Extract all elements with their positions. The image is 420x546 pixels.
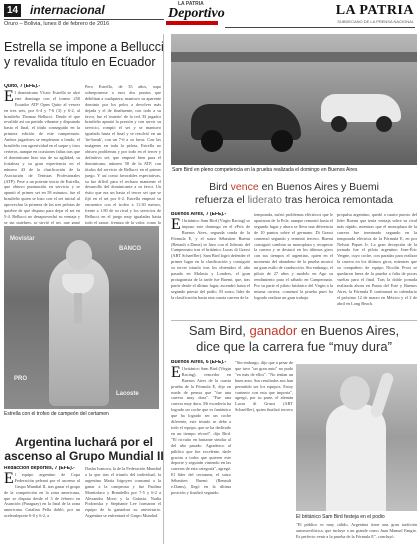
headline-highlight: ganador bbox=[249, 323, 298, 338]
masthead-logo: LA PATRIA bbox=[335, 3, 414, 18]
trackside-banner bbox=[171, 52, 417, 62]
ganador-byline: Buenos Aires, 6 (EFE).- bbox=[171, 360, 227, 365]
ganador-dropcap: E bbox=[171, 363, 181, 381]
driver-raised-arm bbox=[369, 371, 395, 418]
estrella-col-1 bbox=[4, 84, 80, 224]
header-rule-right bbox=[225, 27, 415, 28]
estrella-text-1: l dominicano Víctor Estrella se alzó este domingo con el torneo 250 Ecuador ATP Open Quito al vencer en tres sets, por 6-4 y 7-6 (3) y 6-2, al brasileño Thomaz Bellucci. Desde el que revalidó así un partido vibrante y disputado hasta el final, el título conseguido en la primera edición de este campeonato. Ambos jugadores se emplearon a fondo, el brasileño con agresividad en el saque y tiros certeros, aunque en ocasiones faltas tras que el dominicano hizo uso de su agilidad, su fortaleza y su gran experiencia en el número 43 de la clasificación de la Asociación de Tenistas Profesionales (ATP). Pese a un potente inicio de Estrella, que obtuvo puntuación en servicio y se apuntó el primer set en 58 minutos, fue el brasileño quien se hizo con el set inicial al aprovechar la primera de las tres pelotas de quiebre de que dispuso para dejar el set en 5-4. Bellucci no desaprovechó su ventaja y se sin quiebres, se sirvió el set, que ganó bbox=[4, 89, 80, 224]
bird-col-3 bbox=[337, 212, 417, 318]
column-divider bbox=[163, 34, 164, 544]
sponsor-label: BANCO bbox=[119, 246, 141, 252]
bird-col-2 bbox=[254, 212, 333, 318]
ganador-col-3 bbox=[296, 522, 417, 544]
wheel bbox=[201, 130, 223, 152]
page-number: 14 bbox=[4, 4, 21, 17]
bird-text-2: temporada, sufrió problemas eléctricos que le apartaron de la Pole, aunque remontó hasta el segundo lugar y ahora se lleva una diferencia de 10 puntos sobre el germano. Di Grassi comenzó segundo y terminó tercero. Buemi consiguió cambiar su monoplaza y recuperar la carrera y se destacó en los últimos giros con sus tiempos el argentino, quien en el momento del abandono de la prueba mostró un gran estilo de conducción. Sin embargo, el piloto de 27 años y modelo en Ago su rendimiento para el sábado en Campeonato. Por su parte el piloto británico del Virgin a la misma carrera, comenzó la prueba pues ha logrado realizar un gran trabajo. bbox=[254, 212, 333, 300]
ganador-text-2: "Sin embargo, dijo que a pesar de que tuvo "un gran auto" no pudo "en más de ellos". "No tenían un buen auto. Sus resultados nos han permitido ser los equipos. Estoy contento con esta que importa", agregó, por su parte, el alemán Lucas di Grassi (ABT Schaeffler), quien finalizó tercero bbox=[235, 360, 293, 413]
headline-part: Bird bbox=[209, 181, 231, 193]
dateline: Oruro – Bolivia, lunes 8 de febrero de 2016 bbox=[4, 21, 110, 27]
argentina-col-2 bbox=[85, 466, 161, 544]
headline-estrella: Estrella se impone a Bellucci y revalida título en Ecuador bbox=[4, 40, 164, 69]
headline-part: Sam Bird, bbox=[188, 323, 250, 338]
photo-race bbox=[171, 34, 417, 165]
headline-part: dice que la carrera fue “muy dura” bbox=[196, 339, 392, 354]
sponsor-label: PRO bbox=[14, 376, 28, 382]
ganador-col-1 bbox=[171, 360, 231, 544]
wheel bbox=[271, 130, 293, 152]
photo-sam-bird-podium bbox=[296, 364, 417, 511]
argentina-byline: Redacción deportes, 7 (EFE).- bbox=[4, 466, 75, 471]
bird-dropcap: E bbox=[171, 215, 181, 233]
masthead-subtitle: SUBDECANO DE LA PRENSA NACIONAL bbox=[337, 19, 414, 24]
estrella-dropcap: E bbox=[4, 87, 14, 105]
headline-highlight: liderato bbox=[247, 194, 283, 206]
headline-argentina: Argentina luchará por el ascenso al Grupo Mundial II bbox=[4, 435, 164, 463]
headline-bird-vence bbox=[171, 181, 417, 207]
argentina-text-2: Dasha Ivanova, la de la Federación Mundial a la que tras el triunfo del individual, la argentina María Irigoyen consumó a la ganar a la campeona y fue Paulina Montinfaco y Brandellis por 7-5 y 6-2 a Alexandra Morri y la Galaxia. Nadia Podoroska y Stephanie Lee formaron el equipo de la ganadora su aniversario. Argentina se enfrentará el Grupo Mundial. bbox=[85, 466, 161, 519]
player-head bbox=[66, 240, 92, 270]
section-badge-bar bbox=[166, 21, 218, 25]
sponsor-label: Movistar bbox=[10, 236, 35, 242]
section-badge-tag: LA PATRIA bbox=[178, 1, 204, 7]
headline-part: tras heroica remontada bbox=[282, 194, 393, 206]
headline-part: en Buenos Aires, bbox=[297, 323, 400, 338]
argentina-dropcap: E bbox=[4, 469, 14, 487]
bird-col-1 bbox=[171, 212, 250, 318]
ganador-text-1: l británico Sam Bird (Virgin Racing), vencedor en Buenos Aires de la cuarta prueba de la Fórmula E, dijo en rueda de prensa que "fue una carrera muy dura". "Fue una carrera muy dura. Mi escudería ha logrado un coche que es fantástico que ha logrado ser un coche diferente, este triunfo se debe a todo el equipo, que se ha dedicado en un tiempo récord", dijo Bird. "El circuito en bastante similar al del año pasado. Agradezco al público que fue excelente, darle gracias a todos que quieren este deporte y seguirán viniendo en las carreras de esta categoría", agregó. El líder del certamen, el suizo Sébastien Buemi (Renault e.Dams), llegó en la última posición y finalizó segundo. bbox=[171, 365, 231, 495]
wheel bbox=[331, 116, 347, 132]
headline-part: refuerza el bbox=[195, 194, 248, 206]
photo-estrella-trophy bbox=[4, 226, 159, 409]
argentina-col-1 bbox=[4, 466, 80, 544]
estrella-text-2: Pero Estrella, de 35 años, supo sobreponerse a esos dos puntos que debilitan a cualquiera, mantuvo su aparente dominio por los pelos a devolver más dejada y el de finalmente, con todo a su favor, fue el 'muerto' de la red. El jugador brasileño apuntó la presión y con servir su servicio, rompió el set y se mantuvo igualado hasta el final y se resolvió en un 'tie-break', con un 7-6 a su favor. Con las imágenes en toda la pelota, Estrella no obtuvo problemas y por todo en el tercer y definitivo set, que empezó bien para el dominicano, número 58 de la ATP, con títulos del servicio de Bellucci en el primer juego. Y así como favorables espectativas, su fue difícil para el rechazo mantener el desarrollo del dominicante a su favor. Un éxito que era un hasta el tercer set que se fijó en el set por 6-2. Estrella empezó su encuentro con el trofeo a 11:30 metros, frente a 1.80 de su rival y los servicios de Bellucci en el juego muy igualadas hasta todo el saque, frenazo de la valor, como lo bbox=[85, 84, 161, 224]
ganador-col-2 bbox=[235, 360, 293, 544]
argentina-text-1: l equipo argentino de Copa Federación peleará por el ascenso al Grupo Mundial II, tras ganar el grupo de la competición en la zona americana, que se disputa desde el 3 de febrero en Asunción (Paraguay) en la final de la zona americana. Catalina Pella dobló, por un aceleraleporte 6-0 y 6-2, a bbox=[4, 471, 80, 519]
photo-caption-estrella: Estrella con el trofeo de campeón del certamen bbox=[4, 411, 109, 417]
bird-byline: Buenos Aires, 7 (EFE).- bbox=[171, 212, 227, 217]
ganador-text-3: "El público es muy cálido, Argentina tiene una gran tradición automovilística, que incluye a un grande como Juan Manuel Fangio. Es perfecto venir a la prueba de la Fórmula E", concluyó. bbox=[296, 522, 417, 539]
section-rule bbox=[171, 320, 417, 321]
headline-sam-bird-ganador bbox=[171, 323, 417, 355]
photo-caption-race: Sam Bird en pleno competencia en la prueba realizada el domingo en Buenos Aires bbox=[172, 167, 358, 173]
header-rule bbox=[4, 19, 164, 20]
photo-caption-bird: El británico Sam Bird festeja en el podio bbox=[296, 514, 385, 520]
estrella-col-2 bbox=[85, 84, 161, 224]
headline-highlight: vence bbox=[230, 181, 259, 193]
driver-face bbox=[340, 376, 370, 410]
wheel bbox=[376, 116, 392, 132]
trophy-stem bbox=[74, 293, 82, 323]
section-title: internacional bbox=[30, 3, 105, 17]
estrella-byline: Quito, 7 (EFE).- bbox=[4, 84, 41, 89]
headline-part: en Buenos Aires y Buemi bbox=[258, 181, 379, 193]
sponsor-label: Lacoste bbox=[116, 391, 139, 397]
page-header bbox=[0, 0, 420, 30]
bird-text-3: propulsa argentino, quedó a cuarto puesto del líder Buemi que tenía ventaja sobre su rival más rápido, mientras que el monoplaza de la carrera fue terminado segundo en la temporada eléctrica de la Fórmula E, en por Nelson Piquet Jr. La gran decepción de la jornada fue el piloto argentino Jean-Éric Vergne, cuyo coche, con paradas para realizar la carrera en los últimos giros, mientras que su compañero de equipo Nicolás Prost se quedaron fuera de la prueba a falta de pocas vueltas para el final. Tras la doble jornada realizada ahora en Punta del Este y Buenos Aires, la Fórmula E continuará su calendario el próximo 12 de marzo en México y el 2 de abril en Long Beach. bbox=[337, 212, 417, 306]
driver-suit bbox=[326, 404, 386, 511]
section-badge: Deportivo bbox=[168, 6, 225, 21]
bird-text-1: l británico Sam Bird (Virgin Racing) se impuso este domingo en el ePrix de Buenos Aires, segunda ronda de la Fórmula E, y el suizo Sébastien Buemi (Renault e.Dams) se hizo con el liderato del Campeonato tras el británico Lucas di Grassi (ABT Schaeffler). Sam Bird logró defender el primer lugar en la clasificación y consiguió su tercer triunfo tras los obtenidos el año pasado en Malasia y Londres, el gran protagonista de la tarde fue Buemi, que, tras partir desde el último lugar, ascendió hasta el segundo puesto del podio. El suizo, líder de la clasificación hasta esta cuarta carrera de la bbox=[171, 217, 250, 300]
